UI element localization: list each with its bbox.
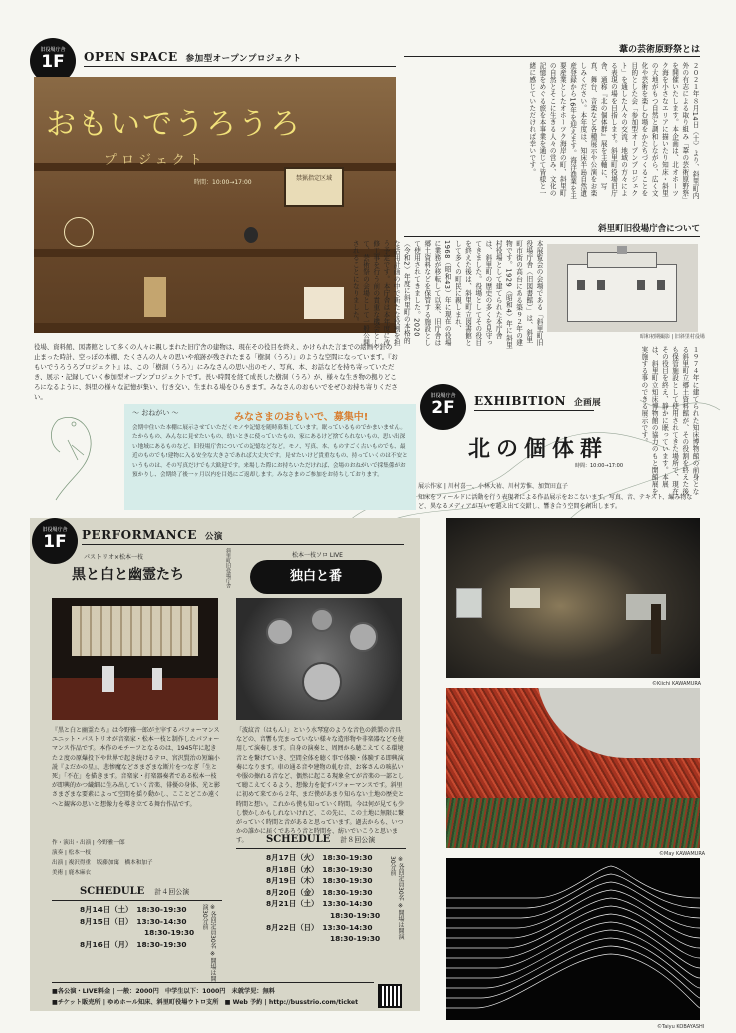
schedule-row: 8月21日（土） 13:30-14:30 <box>266 899 373 909</box>
divider <box>82 544 404 545</box>
schedule-row: 18:30-19:30 <box>330 910 381 920</box>
ticket-sales: ■チケット販売所 | ゆめホール知床、斜里町役場ウトロ支所 ■ Web 予約 | http://busstrio.com/ticket <box>52 999 359 1006</box>
show1-body: 『黒と白と幽霊たち』は今野雅一郎が主宰するパフォーマンスユニット・パストリオが音楽家・松本一枝と制作したパフォーマンス作品です。本作のモチーフとなるのは、1945年に起きた２度の原爆投下や世界で起き続けるテロ、宮沢賢治の短編小説『よだかの星』、悲惨魔などさまざまな断片をつなぎ「生と死」「不在」を描きます。音楽家・打楽器奏者である松本一枝が即興的かつ繊細に生み出していく音楽、俳優の身体、光と影さまざまな要素によって空間を揺り動かし、こことどこか遠くへと観客の思いと想像力を導き立てる舞台作品です。 <box>52 727 221 808</box>
exhibition-photo-3 <box>446 858 700 1020</box>
schedule2-list <box>266 852 380 945</box>
exhibition-photo-1 <box>446 518 700 678</box>
divider <box>52 900 222 901</box>
notice-box <box>124 404 416 510</box>
show2-body: 「波紋音（はもん）」という水琴窟のような音色の鉄製の音具などの、音響も完まっていない様々な造形物や非楽器などを使用して演奏します。自身の演奏と、周囲から聴こえてくる環境音とを繋げていき、空間全体を聴く事で体験・体験する即興演奏になります。車の通る音や建物の軋む音、お客さんの咳払いや服の擦れる音など、偶然に起こる現象全てが音楽の一部として聴こえてくるよう、想像力を促すパフォーマンスです。斜里に初めて来てから２年、まだ僕があまり知らない土地の歴史と時間と想い。これから僕も知っていく時間。今は何が見ても少し懐かしかもしれないけれど、この先に、この土地に無限に繋がっていく時間と音があると思っています。過去からも、いつかの誰かに届くであろう音と時間を、紡いでいこうと思います。 <box>236 727 405 845</box>
floor-badge-open-space: 旧役場庁舎 1F <box>30 38 76 84</box>
schedule-row: 8月16日（月） 18:30-19:30 <box>80 939 187 949</box>
divider <box>404 56 700 57</box>
show1-title: 黒と白と幽霊たち <box>72 567 184 583</box>
notice-label: ～ おねがい ～ <box>132 409 179 417</box>
divider <box>84 66 396 67</box>
show1-photo <box>52 598 218 720</box>
exhibition-time: 時間：10:00→17:00 <box>575 463 624 469</box>
exhibition-vertical-body: １９７４年に建てられた知床博物館の前身となる斜里町立郷土資料館が、その役割を終えた後も保管施設として使用されてきた場所で、現在その役目を終え、静かに眠っています。本展は、斜里町立知床博物館の協力のもと開館展を実施する事のできる展示です。 <box>639 346 699 496</box>
floor-badge-performance: 旧役場庁舎 1F <box>32 518 78 564</box>
schedule2-note: ※各回定員30名 ※開場は開演30分前 <box>389 856 404 940</box>
notice-body: 会期中住いた本棚に展示させていただくモノや記憶を随時募集しています。眠っているものでかまいません。たからもの、みんなに見せたいもの、幼いときに使っていたもの、家にあるけど捨てられないもの、思い出深い地域にあるものなど、旧役場庁舎についての記憶などなど。モノ、写真、本、ものすごく古いものでも、最近のものでも!建物に入る安全な大きさであれば大丈夫です。見せたいけど貴重なもの、持っていくのは不安というものは、その写真だけでも大歓迎です。来場した際にお持ちいただければ、会場のおねがいで採集係がお預かりし、会期終了後一ヶ月以内を目処にご返却します。みなさまのご参加をお待ちしております。 <box>132 425 408 479</box>
schedule1-note: ※各回定員30名 ※開場は開演30分前 <box>201 904 216 982</box>
divider <box>52 982 374 983</box>
credit-2: ©May KAWAMURA <box>659 851 706 857</box>
open-space-photo <box>34 77 396 333</box>
photo-time: 時間：10:00→17:00 <box>194 179 252 186</box>
schedule-row: 18:30-19:30 <box>330 934 381 944</box>
festival-body: ２０２１年８月14日（土）より、斜里町内外の有志による取り組み「葦の芸術原野祭」を開催いたします。本企画は、北オホーツク海を小さなエリアに描いたり知床・斜里の大地がもつ自然と調和しながら、広く文化や芸術を楽しむ場をかたちづくることを目的とした会「参加型オープンプロジェクト」を通した人々の交流、地域の方々による表現の場を目指します。斜里町役場旧庁舎、通称『北の個体群』展を主軸に、写真、舞台、音楽など各種展示や公演をお楽しみください。本年度は、知床半島自然遺産登録から16年を迎えます。海洋漁業を主要産業としたオホーツク海岸の町、斜里町の自然とそこに生きる人々の営み、文化の記憶をめぐる旅を本事業を通じて皆様と一緒に感じていただければ幸いです。 <box>527 62 699 201</box>
performance-heading: PERFORMANCE 公演 <box>82 528 223 542</box>
festival-title: 葦の芸術原野祭とは <box>618 45 700 55</box>
old-office-title: 斜里町旧役場庁舎について <box>598 224 700 234</box>
schedule1-heading: SCHEDULE 計４回公演 <box>80 886 190 897</box>
schedule-row: 18:30-19:30 <box>144 928 195 938</box>
show2-title: 独白と番 <box>250 560 382 594</box>
schedule2-heading: SCHEDULE 計８回公演 <box>266 834 376 845</box>
old-office-caption: 昭和初期撮影 | 旧斜里村役場 <box>640 334 705 340</box>
photo-title: おもいでうろうろ <box>46 107 302 142</box>
photo-subtitle: プロジェクト <box>104 153 206 168</box>
divider <box>474 410 594 411</box>
schedule-row: 8月20日（金） 18:30-19:30 <box>266 887 373 897</box>
show1-venue: 斜里町旧役場庁舎 <box>225 548 231 588</box>
divider <box>404 236 700 237</box>
show1-credit: パストリオ×松本一枝 <box>84 554 143 561</box>
schedule1-list <box>80 904 194 950</box>
show2-credit: 松本一枝ソロ LIVE <box>292 552 343 559</box>
credit-3: ©Taiyu KOBAYASHI <box>657 1024 705 1030</box>
schedule-row: 8月22日（日） 13:30-14:30 <box>266 922 373 932</box>
show2-photo <box>236 598 402 720</box>
schedule-row: 8月15日（日） 13:30-14:30 <box>80 916 187 926</box>
schedule-row: 8月17日（火） 18:30-19:30 <box>266 853 373 862</box>
shelf-sign: 禁猟指定区域 <box>284 167 344 207</box>
staff-line: 作・演出・出演 | 今野雅一郎 <box>52 840 125 846</box>
exhibition-photo-2 <box>446 688 700 848</box>
exhibition-artists: 展示作家 | 川村喜一、小林大祐、川村芳惟、加賀田直子 <box>418 483 568 490</box>
old-office-photo <box>547 244 698 332</box>
open-space-body: 役場、資料館、図書館として多くの人々に親しまれた旧庁舎の建物は、現在その役目を終え、かけられた言までの絵画や針の止まった時計、空っぽの本棚、たくさんの人々の思いや痕跡が残されたまる「樹洞（うろ）」のような空間になっています。『おもいでうろうろプロジェクト』は、この「樹洞（うろ）」にみなさんの思い出のモノ、写真、本、お話などを持ち寄っていただき、展示・記録していく参加型オープンプロジェクトです。長い時間を経て成長した樹洞（うろ）が、様々な生き物の拠りどころになるように、斜里の様々な記憶が集い、行き交い、生まれる場をひらきます。みなさんのおもいでをぜひお持ち寄りください。 <box>34 343 398 401</box>
schedule-row: 8月18日（水） 18:30-19:30 <box>266 864 373 874</box>
credit-1: ©Kiichi KAWAMURA <box>652 681 702 687</box>
exhibition-name: 北の個体群 <box>468 436 609 462</box>
exhibition-desc: 知床をフィールドに活動を行う表現者による作品展示をおこないます。写真、音、テキスト、編み物など、異なるメディアが互いを越え出て交錯し、響き合う空間を創出します。 <box>418 494 693 510</box>
floor-badge-exhibition: 旧役場庁舎 2F <box>420 384 466 430</box>
exhibition-heading: EXHIBITION 企画展 <box>474 394 602 408</box>
open-space-heading: OPEN SPACE 参加型オープンプロジェクト <box>84 50 302 64</box>
notice-headline: みなさまのおもいで、募集中! <box>234 412 369 423</box>
bird-line-art <box>38 400 108 510</box>
staff-line: 美術 | 鹿木麻衣 <box>52 870 92 876</box>
staff-line: 出演 | 複沢得重 坂藤加寓 橋本和加子 <box>52 860 153 866</box>
old-office-body: 本展覧会の会場である「斜里町旧役場庁舎（旧図書館）」は、斜里町市街の高台にある築９２年の建物です。1929（昭和4）年に斜里村役場として建てられた本庁舎は、斜里町の歴史の多くを見守ってきました。役場としてその役目を終えた後は、斜里町立図書館として多くの町民に親しまれ、1968（昭和43）年に現在の役場に業務が移転して以来、旧庁舎は郷土資料などを保管する施設として使用されてきました。2020（令和2）年度に斜里町の本格的な活用計画の中で新たな役割を担う予定です。本庁舎は本年度に改修工事を行う前の貴重な機会として、芸術祭の会場として一般公開されることになりました。 <box>351 240 543 349</box>
line-waves-artwork <box>446 858 700 1020</box>
schedule-row: 8月14日（土） 18:30-19:30 <box>80 905 187 914</box>
show1-staff <box>52 838 222 878</box>
qr-code[interactable] <box>378 984 402 1008</box>
divider <box>236 848 406 849</box>
ticket-price: ■各公演・LIVE料金 | 一般：2000円 中学生以下：1000円 未就学児：無料 <box>52 988 275 995</box>
staff-line: 演奏 | 松本一枝 <box>52 850 92 856</box>
schedule-row: 8月19日（木） 18:30-19:30 <box>266 876 373 886</box>
